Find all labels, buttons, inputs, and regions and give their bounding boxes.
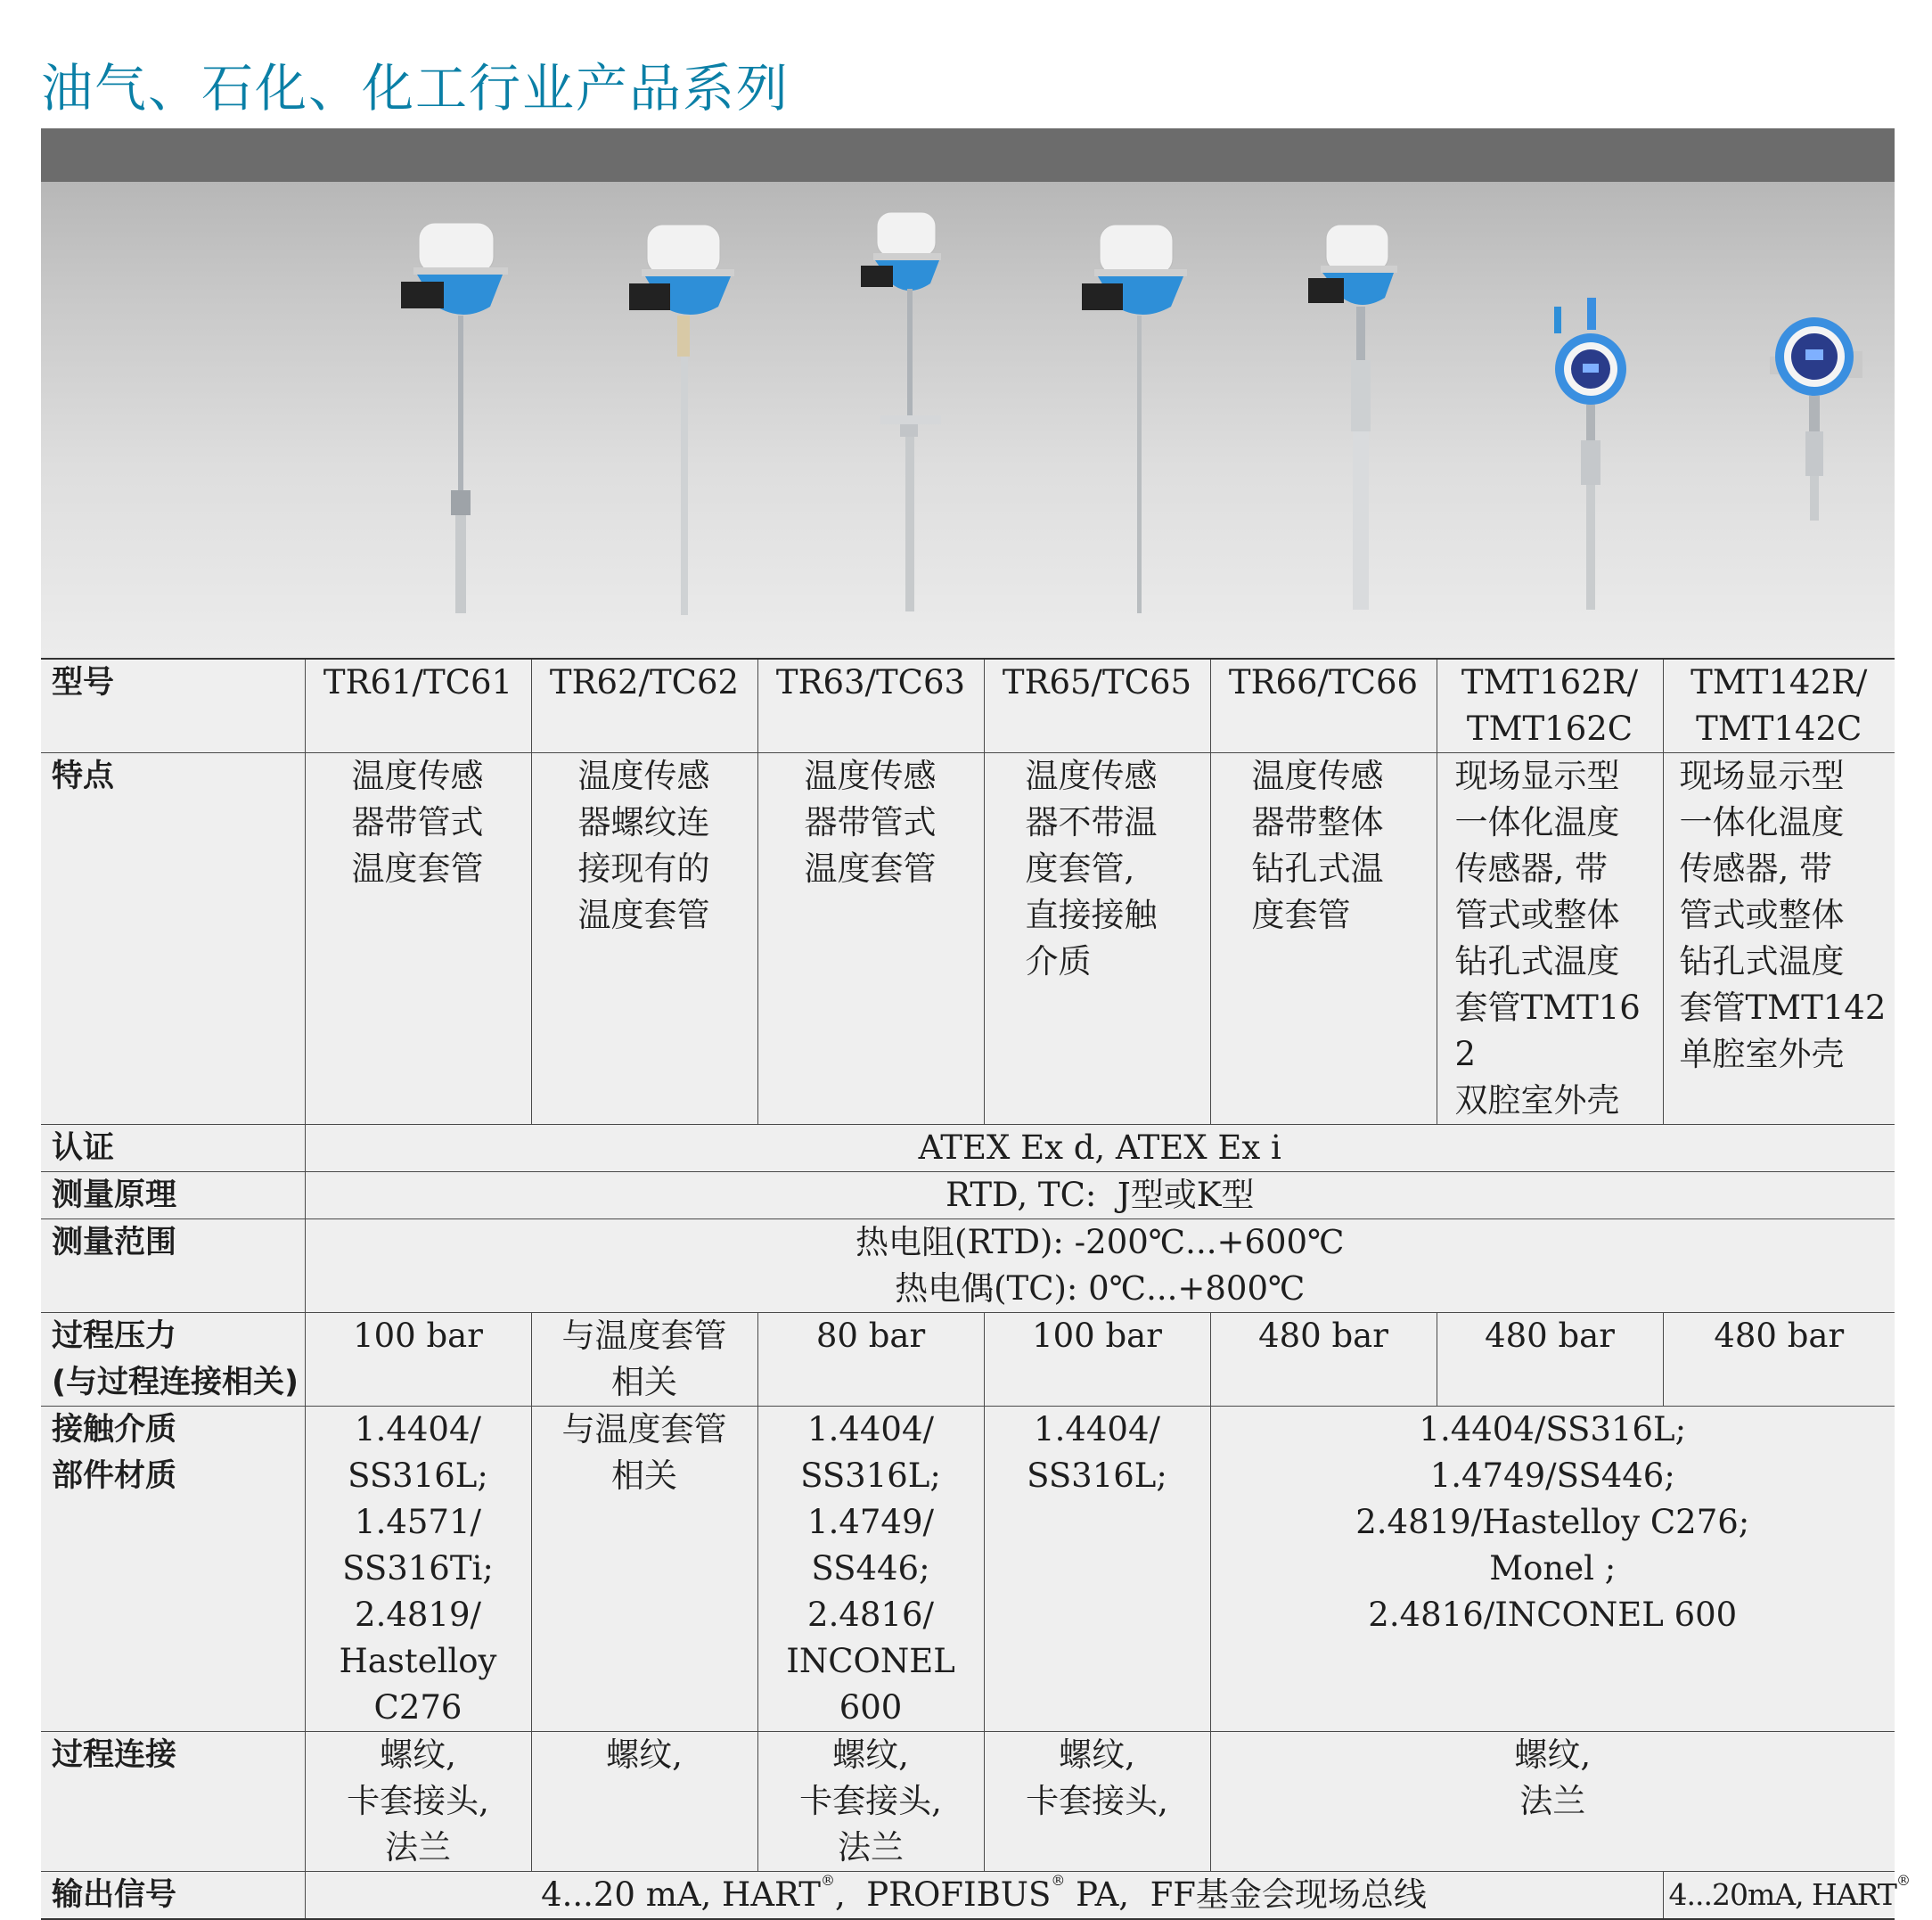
connection-cell: 螺纹, 卡套接头, 法兰	[757, 1732, 984, 1872]
range-tc: 热电偶(TC): 0℃...+800℃	[895, 1269, 1306, 1308]
registered-mark: ®	[820, 1872, 835, 1889]
label-range: 测量范围	[41, 1219, 305, 1313]
pressure-cell: 100 bar	[305, 1313, 531, 1407]
model-cell: TR63/TC63	[757, 659, 984, 753]
rtd-thermometer-barstock-icon	[1253, 182, 1479, 658]
page-title: 油气、石化、化工行业产品系列	[41, 58, 790, 119]
row-principle	[41, 1172, 1895, 1219]
certification-value: ATEX Ex d, ATEX Ex i	[305, 1125, 1895, 1172]
pressure-cell: 480 bar	[1210, 1313, 1437, 1407]
row-certification	[41, 1125, 1895, 1172]
model-cell: TR66/TC66	[1210, 659, 1437, 753]
label-connection: 过程连接	[41, 1732, 305, 1872]
row-range	[41, 1219, 1895, 1313]
model-cell: TR62/TC62	[531, 659, 757, 753]
connection-cell: 螺纹, 卡套接头,	[984, 1732, 1210, 1872]
connection-cell: 螺纹,	[531, 1732, 757, 1872]
label-certification: 认证	[41, 1125, 305, 1172]
header-bar	[41, 128, 1895, 182]
rtd-thermometer-insert-icon	[1027, 182, 1253, 658]
connection-merged: 螺纹, 法兰	[1210, 1732, 1895, 1872]
feature-cell: 温度传感 器带管式 温度套管	[757, 753, 984, 1125]
row-material	[41, 1407, 1895, 1732]
row-pressure	[41, 1313, 1895, 1407]
row-features	[41, 753, 1895, 1125]
pressure-cell: 480 bar	[1437, 1313, 1663, 1407]
feature-cell: 温度传感 器带管式 温度套管	[305, 753, 531, 1125]
feature-cell: 温度传感 器不带温 度套管, 直接接触 介质	[984, 753, 1210, 1125]
label-pressure: 过程压力 (与过程连接相关)	[41, 1313, 305, 1407]
field-transmitter-dual-icon	[1479, 182, 1706, 658]
label-output: 输出信号	[41, 1872, 305, 1920]
label-material: 接触介质 部件材质	[41, 1407, 305, 1732]
material-cell: 1.4404/ SS316L; 1.4571/ SS316Ti; 2.4819/ Hastelloy C276	[305, 1407, 531, 1732]
row-model	[41, 659, 1895, 753]
range-value	[305, 1219, 1895, 1313]
material-merged: 1.4404/SS316L; 1.4749/SS446; 2.4819/Hastelloy C276; Monel ; 2.4816/INCONEL 600	[1210, 1407, 1895, 1732]
feature-cell: 温度传感 器带整体 钻孔式温 度套管	[1210, 753, 1437, 1125]
registered-mark: ®	[1051, 1872, 1066, 1889]
output-text-1: 4...20 mA, HART	[541, 1875, 821, 1914]
model-cell: TR65/TC65	[984, 659, 1210, 753]
output-text-2: , PROFIBUS	[834, 1875, 1052, 1914]
model-cell: TMT142R/ TMT142C	[1663, 659, 1895, 753]
field-transmitter-single-icon	[1706, 182, 1932, 658]
rtd-thermometer-threaded-icon	[574, 182, 800, 658]
spec-table	[41, 658, 1910, 1920]
material-cell: 1.4404/ SS316L;	[984, 1407, 1210, 1732]
range-rtd: 热电阻(RTD): -200℃...+600℃	[855, 1223, 1345, 1261]
model-cell: TR61/TC61	[305, 659, 531, 753]
row-connection	[41, 1732, 1895, 1872]
pressure-cell: 480 bar	[1663, 1313, 1895, 1407]
output-value	[305, 1872, 1663, 1920]
label-model: 型号	[41, 659, 305, 753]
pressure-cell: 80 bar	[757, 1313, 984, 1407]
output-text-3: PA, FF基金会现场总线	[1065, 1875, 1427, 1914]
feature-cell: 现场显示型 一体化温度 传感器, 带 管式或整体 钻孔式温度 套管TMT142 单腔室外壳	[1663, 753, 1895, 1125]
connection-cell: 螺纹, 卡套接头, 法兰	[305, 1732, 531, 1872]
label-principle: 测量原理	[41, 1172, 305, 1219]
output-value-last	[1663, 1872, 1910, 1920]
feature-cell: 现场显示型 一体化温度 传感器, 带 管式或整体 钻孔式温度 套管TMT162 双腔室外壳	[1437, 753, 1663, 1125]
material-cell: 1.4404/ SS316L; 1.4749/ SS446; 2.4816/ INCONEL 600	[757, 1407, 984, 1732]
registered-mark: ®	[1895, 1872, 1910, 1889]
rtd-thermometer-tube-icon	[348, 182, 574, 658]
rtd-thermometer-flange-icon	[800, 182, 1027, 658]
pressure-cell: 100 bar	[984, 1313, 1210, 1407]
feature-cell: 温度传感 器螺纹连 接现有的 温度套管	[531, 753, 757, 1125]
principle-value: RTD, TC: J型或K型	[305, 1172, 1895, 1219]
pressure-cell: 与温度套管 相关	[531, 1313, 757, 1407]
product-photo-strip	[41, 182, 1895, 658]
label-features: 特点	[41, 753, 305, 1125]
model-cell: TMT162R/ TMT162C	[1437, 659, 1663, 753]
row-output	[41, 1872, 1895, 1920]
material-cell: 与温度套管 相关	[531, 1407, 757, 1732]
output-last-text: 4...20mA, HART	[1668, 1877, 1896, 1912]
